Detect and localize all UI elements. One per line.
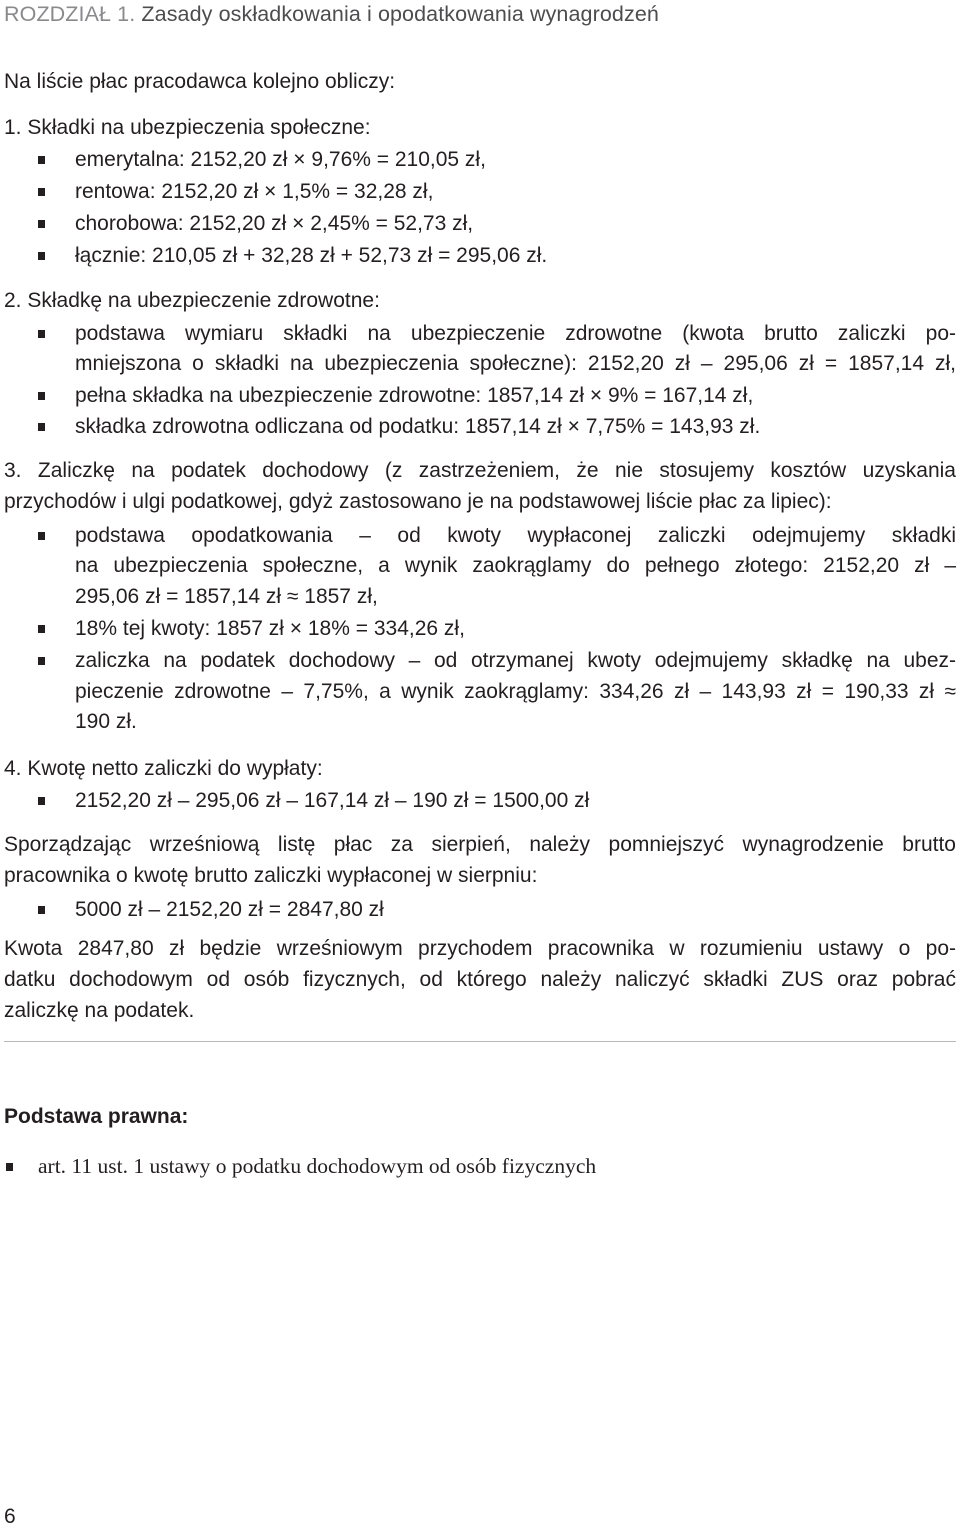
list-item-continuation: 295,06 zł = 1857,14 zł ≈ 1857 zł, [75,585,378,608]
list-item: składka zdrowotna odliczana od podatku: 1857,14 zł × 7,75% = 143,93 zł. [75,415,761,438]
list-item: podstawa opodatkowania – od kwoty wypłaconej zaliczki odejmujemy składki [75,524,956,547]
bullet-icon [38,532,45,540]
chapter-title: Zasady oskładkowania i opodatkowania wynagrodzeń [141,2,659,26]
page-number: 6 [4,1505,16,1528]
bullet-icon [38,797,45,805]
list-item: 5000 zł – 2152,20 zł = 2847,80 zł [75,898,384,921]
paragraph-line: Kwota 2847,80 zł będzie wrześniowym przychodem pracownika w rozumieniu ustawy o po- [4,937,956,960]
section-3-heading: 3. Zaliczkę na podatek dochodowy (z zastrzeżeniem, że nie stosujemy kosztów uzyskania [4,459,956,482]
running-header [4,2,659,27]
section-2-heading: 2. Składkę na ubezpieczenie zdrowotne: [4,289,380,312]
bullet-icon [38,188,45,196]
bullet-icon [38,625,45,633]
list-item: 18% tej kwoty: 1857 zł × 18% = 334,26 zł, [75,617,465,640]
list-item: pełna składka na ubezpieczenie zdrowotne: 1857,14 zł × 9% = 167,14 zł, [75,384,754,407]
intro-text: Na liście płac pracodawca kolejno obliczy: [4,70,396,93]
paragraph-line: zaliczkę na podatek. [4,999,195,1022]
list-item: emerytalna: 2152,20 zł × 9,76% = 210,05 zł, [75,148,486,171]
bullet-icon [6,1163,13,1171]
list-item: zaliczka na podatek dochodowy – od otrzymanej kwoty odejmujemy składkę na ubez- [75,649,956,672]
bullet-icon [38,392,45,400]
bullet-icon [38,220,45,228]
section-divider [4,1041,956,1042]
section-4-heading: 4. Kwotę netto zaliczki do wypłaty: [4,757,323,780]
paragraph-line: Sporządzając wrześniową listę płac za sierpień, należy pomniejszyć wynagrodzenie brutto [4,833,956,856]
list-item: 2152,20 zł – 295,06 zł – 167,14 zł – 190 zł = 1500,00 zł [75,789,590,812]
paragraph-line: pracownika o kwotę brutto zaliczki wypłaconej w sierpniu: [4,864,538,887]
list-item: podstawa wymiaru składki na ubezpieczenie zdrowotne (kwota brutto zaliczki po- [75,322,956,345]
section-3-heading-continuation: przychodów i ulgi podatkowej, gdyż zastosowano je na podstawowej liście płac za lipiec): [4,490,832,513]
bullet-icon [38,423,45,431]
paragraph-line: datku dochodowym od osób fizycznych, od którego należy naliczyć składki ZUS oraz pobrać [4,968,956,991]
chapter-label: ROZDZIAŁ 1. [4,2,136,26]
bullet-icon [38,330,45,338]
list-item: łącznie: 210,05 zł + 32,28 zł + 52,73 zł = 295,06 zł. [75,244,548,267]
list-item: chorobowa: 2152,20 zł × 2,45% = 52,73 zł, [75,212,474,235]
list-item-continuation: na ubezpieczenia społeczne, a wynik zaokrąglamy do pełnego złotego: 2152,20 zł – [75,554,956,577]
list-item-continuation: 190 zł. [75,710,137,733]
section-1-heading: 1. Składki na ubezpieczenia społeczne: [4,116,371,139]
bullet-icon [38,156,45,164]
bullet-icon [38,252,45,260]
legal-basis-item: art. 11 ust. 1 ustawy o podatku dochodowym od osób fizycznych [38,1154,597,1178]
list-item: rentowa: 2152,20 zł × 1,5% = 32,28 zł, [75,180,434,203]
legal-basis-heading: Podstawa prawna: [4,1105,189,1128]
bullet-icon [38,657,45,665]
bullet-icon [38,906,45,914]
list-item-continuation: pieczenie zdrowotne – 7,75%, a wynik zaokrąglamy: 334,26 zł – 143,93 zł = 190,33 zł ≈ [75,680,956,703]
list-item-continuation: mniejszona o składki na ubezpieczenia społeczne): 2152,20 zł – 295,06 zł = 1857,14 zł, [75,352,956,375]
